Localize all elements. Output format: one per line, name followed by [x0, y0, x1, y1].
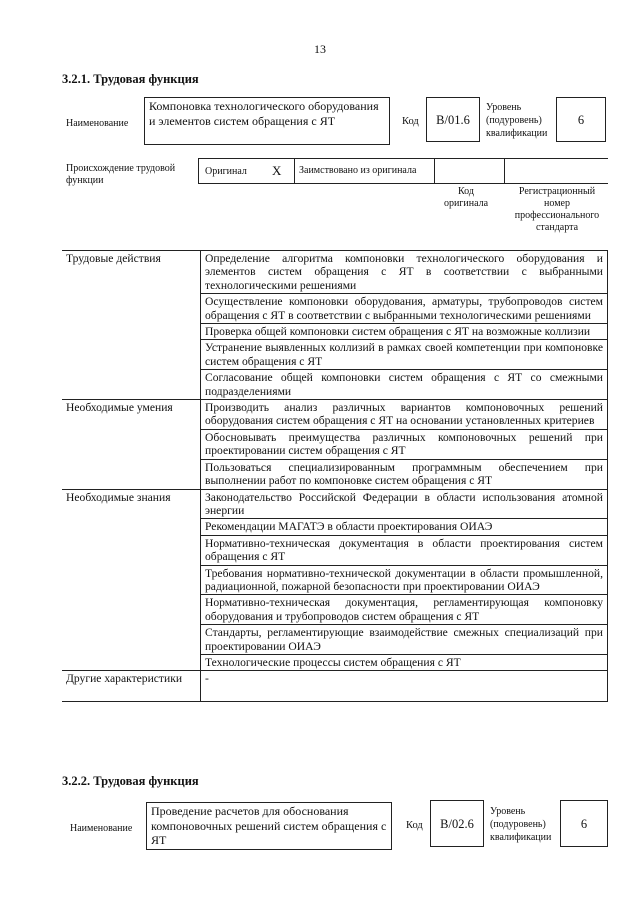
- level-label: Уровень (подуровень) квалификации: [486, 102, 548, 139]
- knowledge-item: Технологические процессы систем обращения с ЯТ: [201, 654, 608, 670]
- knowledge-item: Рекомендации МАГАТЭ в области проектирования ОИАЭ: [201, 519, 608, 535]
- other-label: Другие характеристики: [62, 671, 201, 702]
- borrowed-label: Заимствовано из оригинала: [299, 165, 417, 176]
- code-value-2: B/02.6: [430, 800, 484, 847]
- knowledge-item: Требования нормативно-технической документации в области промышленной, радиационной, пожарной безопасности при проектировании ОИАЭ: [201, 565, 608, 595]
- knowledge-item: Нормативно-техническая документация, регламентирующая компоновку оборудования и трубопроводов систем обращения с ЯТ: [201, 595, 608, 625]
- origin-divider-2: [434, 158, 435, 183]
- origin-bottom-border: [198, 183, 608, 184]
- knowledge-item: Законодательство Российской Федерации в области использования атомной энергии: [201, 489, 608, 519]
- knowledge-item: Нормативно-техническая документация в области проектирования систем обращения с ЯТ: [201, 535, 608, 565]
- level-label-2: Уровень (подуровень) квалификации: [490, 806, 552, 843]
- action-item: Осуществление компоновки оборудования, арматуры, трубопроводов систем обращения с ЯТ в соответствии с выбранными технологическими решениями: [201, 294, 608, 324]
- knowledge-item: Стандарты, регламентирующие взаимодействие смежных специализаций при проектировании ОИАЭ: [201, 625, 608, 655]
- skill-item: Обосновывать преимущества различных компоновочных решений при проектировании систем обращения с ЯТ: [201, 429, 608, 459]
- origin-divider-1: [294, 158, 295, 183]
- origin-top-border: [198, 158, 608, 159]
- code-original-label: Код оригинала: [443, 186, 489, 209]
- action-item: Определение алгоритма компоновки технологического оборудования и элементов систем обращения с ЯТ в соответствии с выбранными технологическими решениями: [201, 251, 608, 294]
- reg-number-label: Регистрационный номер профессионального стандарта: [514, 186, 600, 233]
- level-value-2: 6: [560, 800, 608, 847]
- action-item: Согласование общей компоновки систем обращения с ЯТ со смежными подразделениями: [201, 370, 608, 400]
- page-number: 13: [314, 42, 326, 56]
- name-label: Наименование: [66, 118, 129, 129]
- function-name: Компоновка технологического оборудования и элементов систем обращения с ЯТ: [144, 97, 390, 145]
- action-item: Проверка общей компоновки систем обращения с ЯТ на возможные коллизии: [201, 324, 608, 340]
- other-value: -: [201, 671, 608, 702]
- section-heading-2: 3.2.2. Трудовая функция: [62, 774, 199, 788]
- origin-left-border: [198, 158, 199, 183]
- action-item: Устранение выявленных коллизий в рамках своей компетенции при компоновке систем обращения с ЯТ: [201, 340, 608, 370]
- original-mark: X: [272, 163, 282, 178]
- actions-label: Трудовые действия: [62, 251, 201, 400]
- original-label: Оригинал: [205, 166, 247, 177]
- skills-label: Необходимые умения: [62, 400, 201, 489]
- code-value: B/01.6: [426, 97, 480, 142]
- skill-item: Пользоваться специализированным программным обеспечением при выполнении работ по компоновке систем обращения с ЯТ: [201, 459, 608, 489]
- code-label: Код: [402, 116, 419, 127]
- knowledge-label: Необходимые знания: [62, 489, 201, 671]
- table-row: [62, 489, 608, 519]
- table-row: [62, 251, 608, 294]
- level-value: 6: [556, 97, 606, 142]
- table-row: [62, 671, 608, 702]
- function-table: [62, 250, 608, 702]
- skill-item: Производить анализ различных вариантов компоновочных решений оборудования систем обращения с ЯТ на основании установленных критериев: [201, 400, 608, 430]
- section-heading: 3.2.1. Трудовая функция: [62, 72, 199, 86]
- name-label-2: Наименование: [70, 823, 133, 834]
- function-name-2: Проведение расчетов для обоснования компоновочных решений систем обращения с ЯТ: [146, 802, 392, 850]
- table-row: [62, 400, 608, 430]
- origin-divider-3: [504, 158, 505, 183]
- origin-label: Происхождение трудовой функции: [66, 163, 176, 186]
- code-label-2: Код: [406, 820, 423, 831]
